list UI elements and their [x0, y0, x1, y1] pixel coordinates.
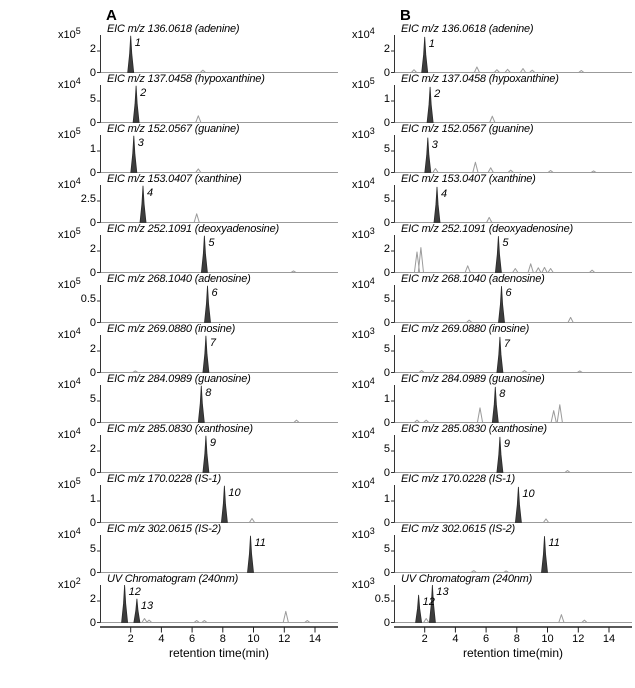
y-zero-label: 0 [89, 467, 96, 479]
trace-plot [394, 123, 632, 176]
y-axis-gutter [54, 226, 100, 279]
x-axis-line [394, 626, 632, 633]
trace-label: EIC m/z 302.0615 (IS-2) [401, 523, 516, 535]
chromatogram-panel-a-12 [54, 573, 338, 629]
column-a-xaxis [100, 626, 338, 668]
y-scale-label: $x10^4$ [58, 176, 81, 191]
y-axis-gutter [54, 276, 100, 329]
column-B [348, 6, 632, 668]
y-zero-label: 0 [383, 167, 390, 179]
trace-plot [394, 473, 632, 526]
peak-number-label: 1 [428, 37, 435, 50]
y-axis-gutter [348, 176, 394, 229]
y-tick-label: 2 [89, 243, 96, 255]
x-tick-label: 2 [421, 633, 428, 645]
y-zero-label: 0 [383, 517, 390, 529]
x-tick-label: 8 [219, 633, 226, 645]
x-tick-label: 14 [602, 633, 616, 645]
y-zero-label: 0 [89, 517, 96, 529]
trace-label: EIC m/z 152.0567 (guanine) [107, 123, 240, 135]
trace-label: EIC m/z 153.0407 (xanthine) [401, 173, 536, 185]
peak-number-label: 11 [548, 537, 560, 550]
x-tick-label: 6 [189, 633, 196, 645]
peak-number-label: 8 [499, 387, 506, 400]
trace-plot [100, 323, 338, 376]
trace-label: EIC m/z 152.0567 (guanine) [401, 123, 534, 135]
trace-plot [394, 373, 632, 426]
y-tick-label: 5 [383, 143, 390, 155]
trace-plot [394, 323, 632, 376]
y-axis-gutter [54, 476, 100, 529]
y-zero-label: 0 [89, 367, 96, 379]
x-axis-title: retention time(min) [168, 646, 270, 660]
y-tick-label: 2 [89, 43, 96, 55]
y-zero-label: 0 [89, 617, 96, 629]
peak-number-label: 7 [503, 337, 511, 350]
y-zero-label: 0 [383, 417, 390, 429]
y-zero-label: 0 [89, 67, 96, 79]
y-scale-label: $x10^3$ [352, 526, 375, 541]
trace-plot [394, 73, 632, 126]
peak-number-label: 9 [503, 437, 511, 450]
peak-number-label: 11 [254, 536, 266, 549]
column-b-xaxis [394, 626, 632, 668]
trace-label: UV Chromatogram (240nm) [401, 573, 533, 585]
y-axis-gutter [54, 176, 100, 229]
y-tick-label: 1 [89, 143, 96, 155]
trace-label: EIC m/z 252.1091 (deoxyadenosine) [107, 223, 279, 235]
y-scale-label: $x10^3$ [352, 576, 375, 591]
x-axis-title: retention time(min) [462, 646, 564, 660]
y-axis-gutter [348, 376, 394, 429]
y-zero-label: 0 [383, 467, 390, 479]
y-zero-label: 0 [89, 567, 96, 579]
y-axis-gutter [348, 76, 394, 129]
trace-label: EIC m/z 284.0989 (guanosine) [401, 373, 545, 385]
y-tick-label: 2 [383, 43, 390, 55]
y-scale-label: $x10^5$ [58, 476, 81, 491]
peak-number-label: 5 [502, 237, 509, 250]
y-axis-gutter [348, 326, 394, 379]
y-tick-label: 1 [89, 493, 96, 505]
trace-label: UV Chromatogram (240nm) [107, 573, 239, 585]
y-scale-label: $x10^4$ [352, 276, 375, 291]
y-axis-gutter [54, 76, 100, 129]
peak-number-label: 13 [436, 586, 449, 598]
peak-number-label: 4 [147, 186, 154, 199]
y-tick-label: 5 [383, 443, 390, 455]
peak-number-label: 12 [128, 586, 141, 598]
y-zero-label: 0 [383, 317, 390, 329]
y-axis-gutter [54, 526, 100, 579]
trace-label: EIC m/z 252.1091 (deoxyadenosine) [401, 223, 573, 235]
peak-number-label: 7 [209, 336, 217, 349]
peak-number-label: 3 [137, 136, 144, 149]
peak-number-label: 13 [140, 599, 154, 612]
x-tick-label: 2 [127, 633, 134, 645]
y-tick-label: 2.5 [80, 193, 96, 205]
x-tick-label: 10 [541, 633, 554, 645]
y-tick-label: 5 [89, 93, 96, 105]
y-scale-label: $x10^5$ [58, 226, 81, 241]
trace-label: EIC m/z 170.0228 (IS-1) [107, 473, 222, 485]
y-tick-label: 5 [383, 293, 390, 305]
trace-plot [100, 473, 338, 526]
y-axis-gutter [54, 326, 100, 379]
y-zero-label: 0 [89, 217, 96, 229]
column-A [54, 6, 338, 668]
peak-number-label: 4 [441, 187, 448, 200]
trace-label: EIC m/z 269.0880 (inosine) [401, 323, 530, 335]
trace-plot [394, 423, 632, 476]
x-tick-label: 4 [158, 633, 165, 645]
trace-plot [394, 23, 632, 76]
x-tick-label: 10 [247, 633, 260, 645]
peak-number-label: 10 [228, 486, 241, 499]
x-tick-label: 14 [308, 633, 322, 645]
trace-plot [100, 273, 338, 326]
y-tick-label: 0.5 [374, 593, 390, 605]
trace-plot [394, 223, 632, 276]
trace-plot [394, 273, 632, 326]
chromatogram-panel-b-12 [348, 573, 632, 629]
peak-number-label: 2 [140, 86, 147, 99]
peak-number-label: 6 [505, 287, 512, 300]
y-tick-label: 2 [89, 443, 96, 455]
y-zero-label: 0 [89, 417, 96, 429]
y-tick-label: 2 [89, 343, 96, 355]
trace-plot [100, 523, 338, 576]
peak-number-label: 6 [211, 286, 218, 299]
y-axis-gutter [348, 276, 394, 329]
y-axis-gutter [348, 126, 394, 179]
y-scale-label: $x10^4$ [58, 426, 81, 441]
y-zero-label: 0 [89, 317, 96, 329]
y-scale-label: $x10^5$ [58, 126, 81, 141]
peak-number-label: 10 [522, 487, 535, 500]
trace-label: EIC m/z 285.0830 (xanthosine) [401, 423, 547, 435]
y-zero-label: 0 [89, 117, 96, 129]
y-axis-gutter [54, 426, 100, 479]
y-axis-gutter [54, 576, 100, 629]
peak-number-label: 3 [431, 138, 438, 151]
y-scale-label: $x10^5$ [58, 26, 81, 41]
column-a-panels [54, 23, 338, 629]
y-axis-gutter [348, 26, 394, 79]
y-axis-gutter [348, 576, 394, 629]
trace-label: EIC m/z 268.1040 (adenosine) [107, 273, 251, 285]
trace-plot [394, 173, 632, 226]
trace-label: EIC m/z 153.0407 (xanthine) [107, 173, 242, 185]
trace-plot [100, 423, 338, 476]
y-scale-label: $x10^4$ [352, 176, 375, 191]
y-scale-label: $x10^4$ [58, 326, 81, 341]
peak-number-label: 2 [434, 87, 441, 100]
trace-label: EIC m/z 136.0618 (adenine) [401, 23, 534, 35]
y-scale-label: $x10^3$ [352, 126, 375, 141]
x-tick-label: 12 [572, 633, 585, 645]
y-scale-label: $x10^2$ [58, 576, 81, 591]
y-scale-label: $x10^5$ [58, 276, 81, 291]
trace-label: EIC m/z 285.0830 (xanthosine) [107, 423, 253, 435]
y-scale-label: $x10^4$ [352, 426, 375, 441]
x-axis-line [100, 626, 338, 633]
trace-label: EIC m/z 137.0458 (hypoxanthine) [401, 73, 559, 85]
peak-number-label: 12 [422, 595, 435, 608]
trace-plot [100, 173, 338, 226]
y-tick-label: 5 [383, 193, 390, 205]
y-axis-gutter [54, 126, 100, 179]
y-zero-label: 0 [383, 67, 390, 79]
y-zero-label: 0 [383, 617, 390, 629]
y-scale-label: $x10^3$ [352, 226, 375, 241]
column-b-title: B [400, 7, 411, 24]
y-tick-label: 5 [383, 343, 390, 355]
y-scale-label: $x10^3$ [352, 326, 375, 341]
trace-plot [100, 73, 338, 126]
y-zero-label: 0 [383, 117, 390, 129]
trace-label: EIC m/z 170.0228 (IS-1) [401, 473, 516, 485]
trace-plot [394, 573, 632, 626]
y-scale-label: $x10^4$ [352, 26, 375, 41]
y-zero-label: 0 [89, 167, 96, 179]
y-tick-label: 2 [383, 243, 390, 255]
peak-number-label: 8 [205, 386, 212, 399]
y-zero-label: 0 [89, 267, 96, 279]
y-scale-label: $x10^4$ [58, 526, 81, 541]
x-tick-label: 12 [278, 633, 291, 645]
peak-number-label: 9 [209, 436, 217, 449]
trace-plot [100, 23, 338, 76]
y-axis-gutter [348, 226, 394, 279]
y-tick-label: 1 [383, 93, 390, 105]
peak-number-label: 5 [208, 236, 215, 249]
y-tick-label: 0.5 [80, 293, 96, 305]
y-tick-label: 5 [89, 393, 96, 405]
trace-label: EIC m/z 137.0458 (hypoxanthine) [107, 73, 265, 85]
peak-number-label: 1 [134, 36, 141, 49]
trace-label: EIC m/z 284.0989 (guanosine) [107, 373, 251, 385]
trace-plot [394, 523, 632, 576]
y-scale-label: $x10^5$ [352, 76, 375, 91]
y-tick-label: 5 [89, 543, 96, 555]
y-tick-label: 1 [383, 393, 390, 405]
trace-label: EIC m/z 302.0615 (IS-2) [107, 523, 222, 535]
y-tick-label: 2 [89, 593, 96, 605]
trace-plot [100, 123, 338, 176]
y-scale-label: $x10^4$ [352, 476, 375, 491]
y-axis-gutter [348, 526, 394, 579]
y-zero-label: 0 [383, 217, 390, 229]
x-tick-label: 4 [452, 633, 459, 645]
y-zero-label: 0 [383, 567, 390, 579]
y-axis-gutter [348, 426, 394, 479]
y-axis-gutter [348, 476, 394, 529]
trace-plot [100, 223, 338, 276]
y-tick-label: 1 [383, 493, 390, 505]
x-tick-label: 8 [513, 633, 520, 645]
trace-label: EIC m/z 136.0618 (adenine) [107, 23, 240, 35]
column-b-panels [348, 23, 632, 629]
y-tick-label: 5 [383, 543, 390, 555]
column-a-title: A [106, 7, 117, 24]
y-scale-label: $x10^4$ [352, 376, 375, 391]
trace-plot [100, 573, 338, 626]
y-axis-gutter [54, 26, 100, 79]
y-zero-label: 0 [383, 367, 390, 379]
trace-plot [100, 373, 338, 426]
y-scale-label: $x10^4$ [58, 76, 81, 91]
trace-label: EIC m/z 268.1040 (adenosine) [401, 273, 545, 285]
y-scale-label: $x10^4$ [58, 376, 81, 391]
trace-label: EIC m/z 269.0880 (inosine) [107, 323, 236, 335]
y-zero-label: 0 [383, 267, 390, 279]
x-tick-label: 6 [483, 633, 490, 645]
y-axis-gutter [54, 376, 100, 429]
